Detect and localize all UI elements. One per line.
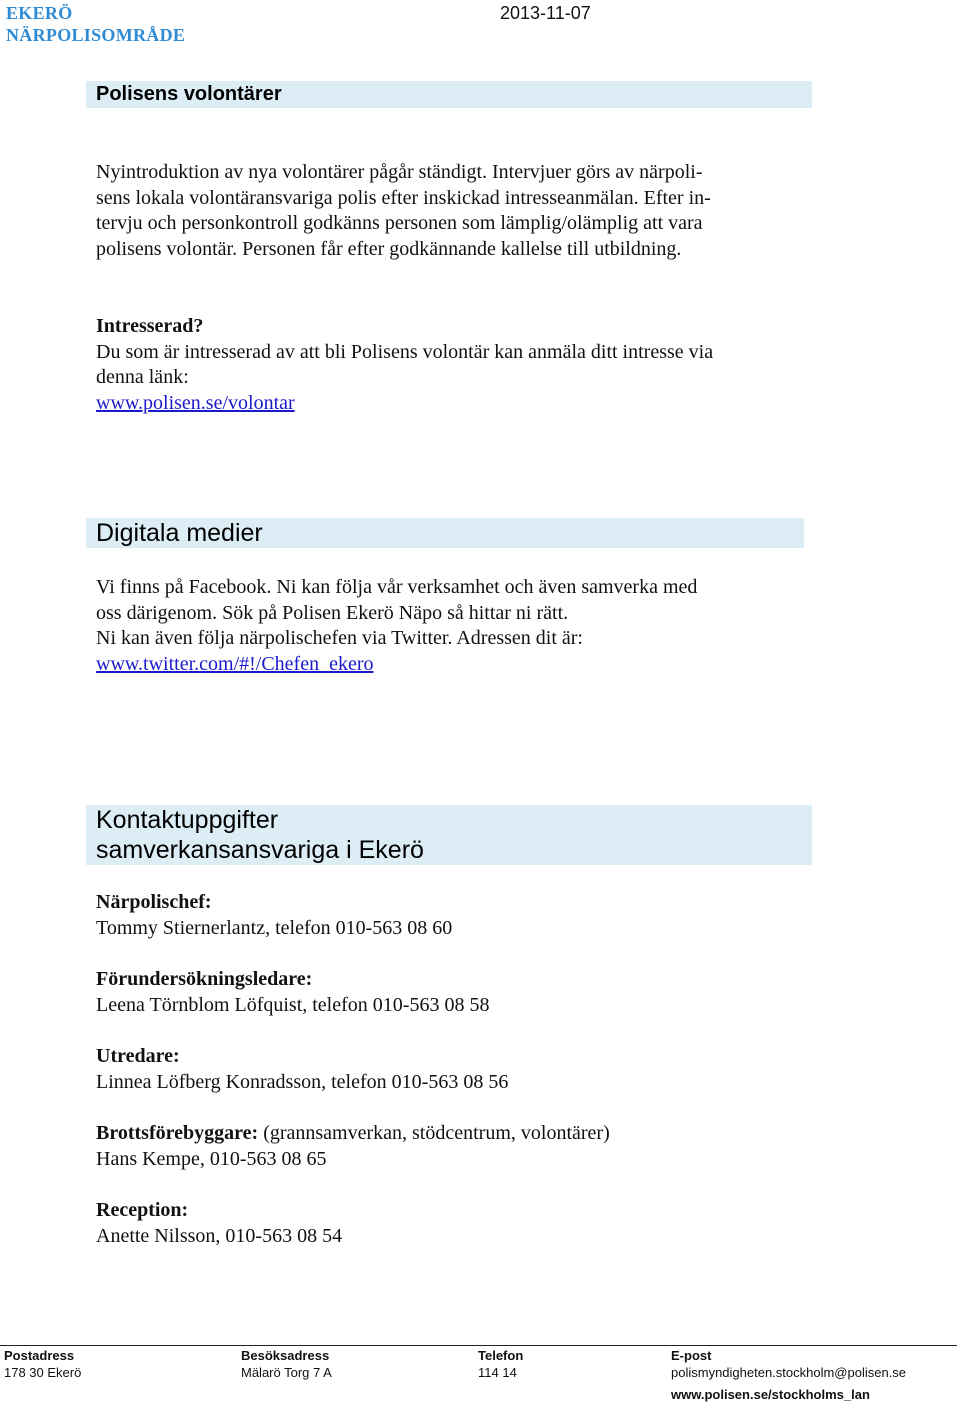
intro-line: Nyintroduktion av nya volontärer pågår ständigt. Intervjuer görs av närpoli- <box>96 161 703 183</box>
interested-label: Intresserad? <box>96 315 204 337</box>
section-heading-contacts-band <box>86 805 812 865</box>
footer-epost-label: E-post <box>671 1348 712 1363</box>
intro-line: sens lokala volontäransvariga polis efter inskickad intresseanmälan. Efter in- <box>96 186 711 209</box>
contact-role-note: (grannsamverkan, stödcentrum, volontärer) <box>258 1122 610 1144</box>
digital-text <box>96 575 697 677</box>
contact-role: Närpolischef: <box>96 891 212 913</box>
section-heading-contacts-line1: Kontaktuppgifter <box>96 806 279 834</box>
footer-divider <box>0 1345 957 1346</box>
document-date: 2013-11-07 <box>500 3 591 23</box>
org-name <box>6 2 185 46</box>
twitter-link[interactable]: www.twitter.com/#!/Chefen_ekero <box>96 652 374 675</box>
org-name-line2: NÄRPOLISOMRÅDE <box>6 25 186 45</box>
interested-line: denna länk: <box>96 366 189 389</box>
contact-item <box>96 1044 508 1095</box>
interested-line: Du som är intresserad av att bli Polisens volontär kan anmäla ditt intresse via <box>96 340 714 363</box>
contact-item <box>96 967 489 1018</box>
contact-item <box>96 1121 610 1172</box>
section-heading-volunteers: Polisens volontärer <box>96 83 282 105</box>
contact-role: Förundersökningsledare: <box>96 968 313 990</box>
section-heading-contacts-line2: samverkansansvariga i Ekerö <box>96 836 424 864</box>
footer-besok: Mälarö Torg 7 A <box>241 1365 332 1380</box>
contact-role: Reception: <box>96 1199 189 1221</box>
volunteers-intro <box>96 160 711 262</box>
section-heading-digital: Digitala medier <box>96 519 263 547</box>
volunteers-interested <box>96 314 713 416</box>
contact-person: Leena Törnblom Löfquist, telefon 010-563 08 58 <box>96 993 490 1016</box>
contact-person: Hans Kempe, 010-563 08 65 <box>96 1147 327 1170</box>
contact-item <box>96 890 452 941</box>
footer-besok-label: Besöksadress <box>241 1348 330 1363</box>
digital-line: Ni kan även följa närpolischefen via Twitter. Adressen dit är: <box>96 627 583 650</box>
footer-postadress-label: Postadress <box>4 1348 75 1363</box>
section-heading-volunteers-band <box>86 81 812 108</box>
digital-line: Vi finns på Facebook. Ni kan följa vår verksamhet och även samverka med <box>96 576 698 598</box>
footer-telefon-label: Telefon <box>478 1348 524 1363</box>
contact-person: Tommy Stiernerlantz, telefon 010-563 08 60 <box>96 916 453 939</box>
contact-person: Anette Nilsson, 010-563 08 54 <box>96 1224 343 1247</box>
digital-line: oss därigenom. Sök på Polisen Ekerö Näpo så hittar ni rätt. <box>96 601 569 624</box>
footer-telefon: 114 14 <box>478 1365 517 1380</box>
section-heading-digital-band <box>86 518 804 548</box>
footer-postadress: 178 30 Ekerö <box>4 1365 82 1380</box>
contact-role: Brottsförebyggare: <box>96 1122 259 1144</box>
intro-line: tervju och personkontroll godkänns personen som lämplig/olämplig att vara <box>96 212 703 235</box>
org-name-line1: EKERÖ <box>6 3 73 23</box>
contact-item <box>96 1198 342 1249</box>
intro-line: polisens volontär. Personen får efter godkännande kallelse till utbildning. <box>96 237 682 260</box>
contact-role: Utredare: <box>96 1045 180 1067</box>
footer-epost[interactable]: polismyndigheten.stockholm@polisen.se <box>671 1365 907 1380</box>
footer-web[interactable]: www.polisen.se/stockholms_lan <box>671 1387 870 1402</box>
volunteer-link[interactable]: www.polisen.se/volontar <box>96 391 295 414</box>
contact-person: Linnea Löfberg Konradsson, telefon 010-563 08 56 <box>96 1070 509 1093</box>
